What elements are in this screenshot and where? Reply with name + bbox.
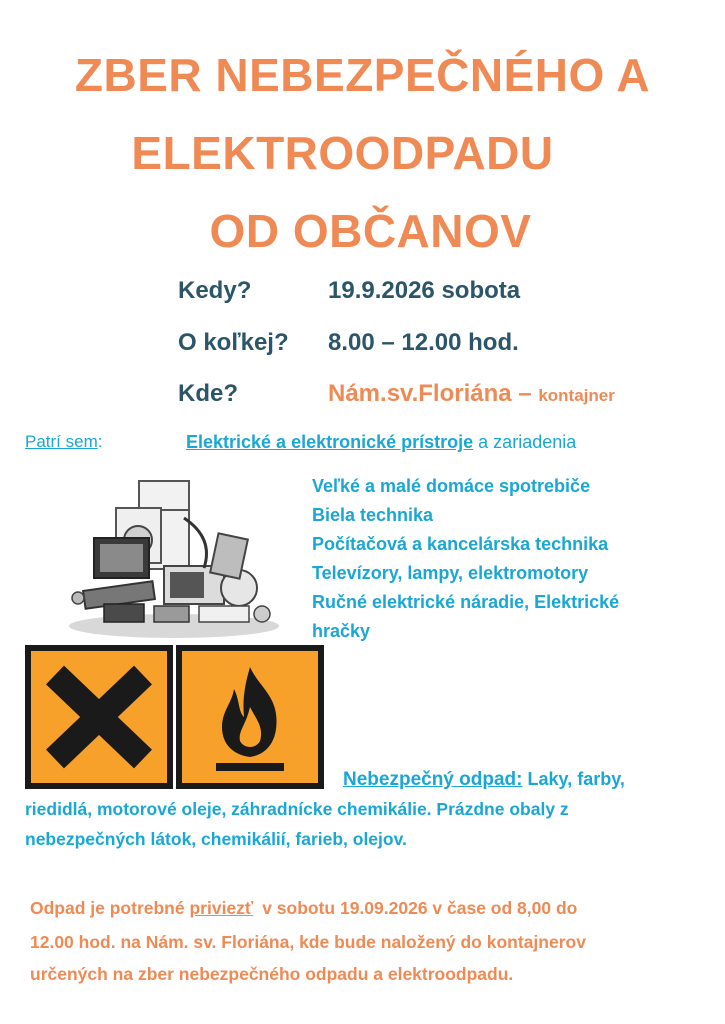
footer-l1-c: v sobotu 19.09.2026 v čase od 8,00 do [262,898,578,918]
list-item: Veľké a malé domáce spotrebiče [312,476,591,496]
list-item: Televízory, lampy, elektromotory [312,563,589,583]
belongs-colon: : [97,432,103,451]
belongs-category [186,432,576,453]
footer-line-3: určených na zber nebezpečného odpadu a elektroodpadu. [30,964,514,984]
time-label: O koľkej? [178,329,289,356]
title-line-1: ZBER NEBEZPEČNÉHO A [74,49,651,101]
hazardous-label: Nebezpečný odpad: [343,769,523,790]
where-place: Nám.sv.Floriána – [328,380,532,407]
hazardous-text-1: Laky, farby, [527,769,625,789]
list-item: Počítačová a kancelárska technika [312,534,609,554]
where-label: Kde? [178,380,238,407]
where-value [328,380,615,408]
list-item: hračky [312,621,371,641]
footer-line-1 [30,898,577,919]
list-item: Ručné elektrické náradie, Elektrické [312,592,620,612]
where-suffix: kontajner [538,386,615,405]
belongs-label-text: Patrí sem [25,432,98,451]
when-label: Kedy? [178,277,252,304]
hazardous-line-3: nebezpečných látok, chemikálií, farieb, olejov. [25,829,407,849]
electronic-waste-pile-icon [64,478,284,638]
time-value: 8.00 – 12.00 hod. [328,329,519,356]
footer-line-2: 12.00 hod. na Nám. sv. Floriána, kde bude naložený do kontajnerov [30,932,586,952]
belongs-label [25,432,102,452]
belongs-category-text: Elektrické a elektronické prístroje [186,432,474,452]
belongs-item-list [312,472,619,646]
list-item: Biela technika [312,505,434,525]
footer-l1-b: priviezť [189,898,254,918]
hazardous-line-1 [343,769,625,791]
title-line-3: OD OBČANOV [209,205,532,257]
footer-l1-a: Odpad je potrebné [30,898,185,918]
when-value: 19.9.2026 sobota [328,277,521,304]
harmful-x-hazard-icon [25,645,173,789]
flammable-flame-hazard-icon [176,645,324,789]
belongs-category-suffix: a zariadenia [478,432,577,452]
hazardous-line-2: riedidlá, motorové oleje, záhradnícke chemikálie. Prázdne obaly z [25,799,569,819]
title-line-2: ELEKTROODPADU [131,127,554,179]
